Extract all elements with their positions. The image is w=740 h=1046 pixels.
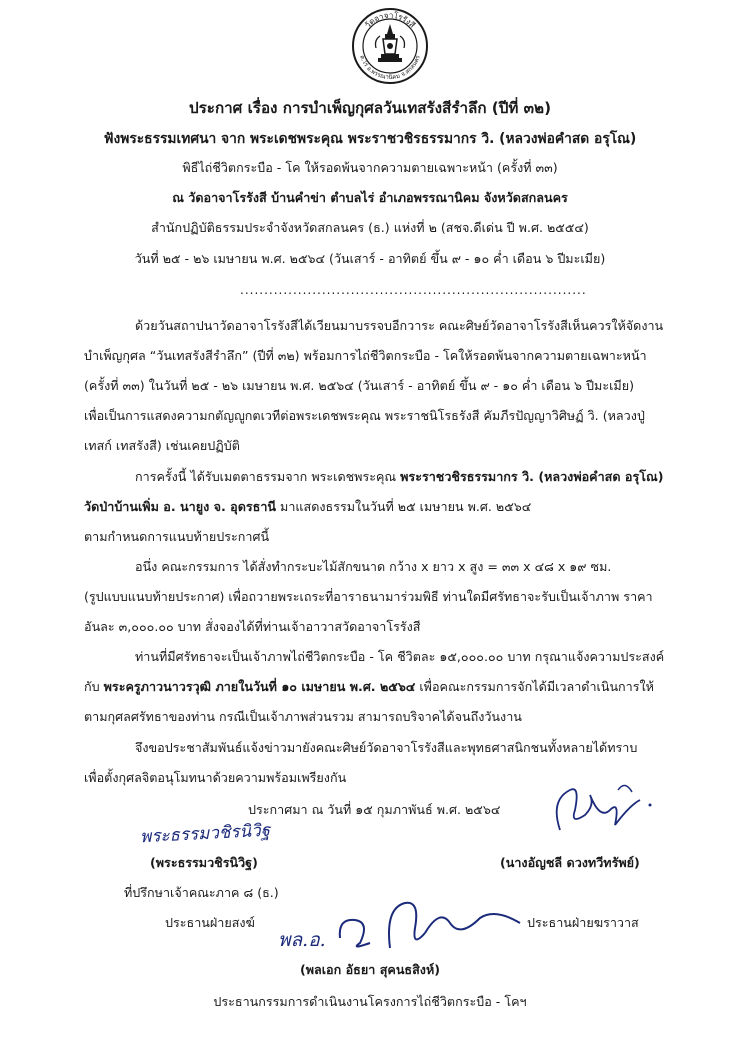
speaker-name: พระราชวชิรธรรมากร วิ. (หลวงพ่อคำสด อรุโณ) <box>400 469 664 484</box>
para4-line1: ท่านที่มีศรัทธาจะเป็นเจ้าภาพไถ่ชีวิตกระบือ - โค ชีวิตละ ๑๕,๐๐๐.๐๐ บาท กรุณาแจ้งความประสงค์ <box>135 649 665 664</box>
bottom-signer-name: (พลเอก อัธยา สุคนธสิงห์) <box>299 962 441 977</box>
left-signer-name: (พระธรรมวชิรนิวิฐ) <box>150 855 258 870</box>
right-signature <box>540 770 670 854</box>
para1-line1: ด้วยวันสถาปนาวัดอาจาโรรังสีได้เวียนมาบรรจบอีกวาระ คณะศิษย์วัดอาจาโรรังสีเห็นควรให้จัดงาน <box>135 318 664 333</box>
para2-line1 <box>135 467 663 487</box>
speaker-temple: วัดป่าบ้านเพิ่ม อ. นายูง จ. อุดรธานี <box>84 499 277 514</box>
para4-line3: ตามกุศลศรัทธาของท่าน กรณีเป็นเจ้าภาพส่วนรวม สามารถบริจาคได้จนถึงวันงาน <box>84 709 522 724</box>
para5-line1: จึงขอประชาสัมพันธ์แจ้งข่าวมายังคณะศิษย์วัดอาจาโรรังสีและพุทธศาสนิกชนทั้งหลายได้ทราบ <box>135 740 638 755</box>
announcement-title: ประกาศ เรื่อง การบำเพ็ญกุศลวันเทสรังสีรำลึก (ปีที่ ๓๒) <box>188 99 552 117</box>
contact-deadline: พระครูภาวนาวรวุฒิ ภายในวันที่ ๑๐ เมษายน พ.ศ. ๒๕๖๔ <box>103 679 416 694</box>
para3-line3: อันละ ๓,๐๐๐.๐๐ บาท สั่งจองได้ที่ท่านเจ้าอาวาสวัดอาจาโรรังสี <box>84 619 421 634</box>
seal-top-text: วัดอาจาโรรังสี <box>363 10 417 30</box>
header-line-location: ณ วัดอาจาโรรังสี บ้านคำข่า ตำบลไร่ อำเภอพรรณานิคม จังหวัดสกลนคร <box>172 190 568 205</box>
header-line-sermon: ฟังพระธรรมเทศนา จาก พระเดชพระคุณ พระราชวชิรธรรมากร วิ. (หลวงพ่อคำสด อรุโณ) <box>103 131 637 147</box>
header-line-date: วันที่ ๒๕ - ๒๖ เมษายน พ.ศ. ๒๕๖๔ (วันเสาร์ - อาทิตย์ ขึ้น ๙ - ๑๐ ค่ำ เดือน ๖ ปีมะเมีย) <box>134 251 606 266</box>
para4-line2 <box>84 677 654 697</box>
bottom-signature-prefix: พล.อ. <box>278 929 326 951</box>
para5-line2: เพื่อตั้งกุศลจิตอนุโมทนาด้วยความพร้อมเพรียงกัน <box>84 770 347 785</box>
para2-date: มาแสดงธรรมในวันที่ ๒๕ เมษายน พ.ศ. ๒๕๖๔ <box>276 499 532 514</box>
para2-line3: ตามกำหนดการแนบท้ายประกาศนี้ <box>84 529 270 544</box>
para1-line3: (ครั้งที่ ๓๓) ในวันที่ ๒๕ - ๒๖ เมษายน พ.ศ. ๒๕๖๔ (วันเสาร์ - อาทิตย์ ขึ้น ๙ - ๑๐ ค่ำ เดือน ๖ ปีมะเมีย) <box>84 378 635 393</box>
para4-suffix: เพื่อคณะกรรมการจักได้มีเวลาดำเนินการให้ <box>415 679 654 694</box>
para1-line2: บำเพ็ญกุศล “วันเทสรังสีรำลึก” (ปีที่ ๓๒) พร้อมการไถ่ชีวิตกระบือ - โคให้รอดพ้นจากความตายเฉพาะหน้า <box>84 348 647 363</box>
header-line-office: สำนักปฏิบัติธรรมประจำจังหวัดสกลนคร (ธ.) แห่งที่ ๒ (สชจ.ดีเด่น ปี พ.ศ. ๒๕๕๔) <box>151 220 589 235</box>
para1-line5: เทสก์ เทสรังสี) เช่นเคยปฏิบัติ <box>84 438 240 453</box>
left-signer-role1: ที่ปรึกษาเจ้าคณะภาค ๘ (ธ.) <box>124 885 279 900</box>
right-signer-role: ประธานฝ่ายฆราวาส <box>527 915 639 930</box>
para3-line2: (รูปแบบแนบท้ายประกาศ) เพื่อถวายพระเถระที่อาราธนามาร่วมพิธี ท่านใดมีศรัทธาจะรับเป็นเจ้าภาพ ราคา <box>84 589 653 604</box>
dotted-divider: ........................................................................ <box>240 283 587 297</box>
para2-line2 <box>84 497 531 517</box>
announcement-date: ประกาศมา ณ วันที่ ๑๕ กุมภาพันธ์ พ.ศ. ๒๕๖๔ <box>248 802 501 817</box>
seal-bottom-text: ต.ไร่ อ.พรรณานิคม จ.สกลนคร <box>358 54 422 82</box>
left-signer-role2: ประธานฝ่ายสงฆ์ <box>165 915 255 930</box>
para1-line4: เพื่อเป็นการแสดงความกตัญญูกตเวทีต่อพระเดชพระคุณ พระราชนิโรธรังสี คัมภีรปัญญาวิศิษฏ์ วิ. (หลวงปู่ <box>84 408 645 423</box>
para2-intro: การครั้งนี้ ได้รับเมตตาธรรมจาก พระเดชพระคุณ <box>135 469 401 484</box>
header-line-ceremony: พิธีไถ่ชีวิตกระบือ - โค ให้รอดพ้นจากความตายเฉพาะหน้า (ครั้งที่ ๓๓) <box>182 160 558 175</box>
temple-seal <box>350 6 430 86</box>
para3-line1: อนึ่ง คณะกรรมการ ได้สั่งทำกระบะไม้สักขนาด กว้าง x ยาว x สูง = ๓๓ x ๔๘ x ๑๙ ซม. <box>135 559 612 574</box>
bottom-signature <box>330 888 530 962</box>
left-signature: พระธรรมวชิรนิวิฐ <box>139 820 271 848</box>
right-signer-name: (นางอัญชลี ดวงทวีทรัพย์) <box>500 855 640 870</box>
para4-prefix: กับ <box>84 679 104 694</box>
bottom-signer-role: ประธานกรรมการดำเนินงานโครงการไถ่ชีวิตกระบือ - โคฯ <box>213 994 527 1009</box>
